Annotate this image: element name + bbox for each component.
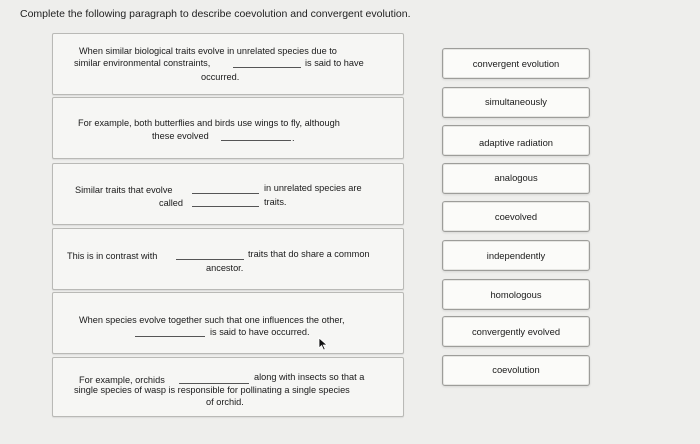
- paragraph-text: called: [159, 198, 184, 208]
- paragraph-text: single species of wasp is responsible for pollinating a single species: [74, 385, 350, 395]
- paragraph-text: is said to have occurred.: [210, 327, 310, 337]
- answer-chip-simultaneously[interactable]: simultaneously: [442, 87, 590, 118]
- answer-blank[interactable]: [135, 336, 205, 337]
- paragraph-text: similar environmental constraints,: [74, 58, 211, 68]
- answer-blank[interactable]: [221, 140, 291, 141]
- paragraph-box-6: [52, 357, 404, 417]
- answer-chip-homologous[interactable]: homologous: [442, 279, 590, 310]
- paragraph-box-4: [52, 228, 404, 290]
- paragraph-text: traits.: [264, 197, 287, 207]
- answer-chip-independently[interactable]: independently: [442, 240, 590, 271]
- answer-blank[interactable]: [233, 67, 301, 68]
- answer-chip-analogous[interactable]: analogous: [442, 163, 590, 194]
- answer-chip-coevolved[interactable]: coevolved: [442, 201, 590, 232]
- answer-chip-coevolution[interactable]: coevolution: [442, 355, 590, 386]
- paragraph-box-3: [52, 163, 404, 225]
- paragraph-text: of orchid.: [206, 397, 244, 407]
- paragraph-box-5: [52, 292, 404, 354]
- paragraph-box-1: [52, 33, 404, 95]
- paragraph-text: When similar biological traits evolve in unrelated species due to: [79, 46, 337, 56]
- answer-chip-convergent-evolution[interactable]: convergent evolution: [442, 48, 590, 79]
- paragraph-text: along with insects so that a: [254, 372, 365, 382]
- answer-chip-adaptive-radiation[interactable]: adaptive radiation: [442, 125, 590, 156]
- paragraph-box-2: [52, 97, 404, 159]
- paragraph-text: This is in contrast with: [67, 251, 158, 261]
- paragraph-text: these evolved: [152, 131, 209, 141]
- paragraph-text: When species evolve together such that one influences the other,: [79, 315, 345, 325]
- mouse-pointer-icon: [318, 337, 328, 351]
- answer-chip-convergently-evolved[interactable]: convergently evolved: [442, 316, 590, 347]
- paragraph-text: For example, both butterflies and birds use wings to fly, although: [78, 118, 340, 128]
- paragraph-text: in unrelated species are: [264, 183, 362, 193]
- paragraph-text: For example, orchids: [79, 375, 165, 385]
- answer-blank[interactable]: [192, 193, 259, 194]
- paragraph-text: occurred.: [201, 72, 240, 82]
- question-instruction: Complete the following paragraph to describe coevolution and convergent evolution.: [20, 8, 411, 20]
- answer-blank[interactable]: [192, 206, 259, 207]
- paragraph-text: traits that do share a common: [248, 249, 370, 259]
- paragraph-text: .: [292, 133, 295, 143]
- paragraph-text: ancestor.: [206, 263, 244, 273]
- paragraph-text: is said to have: [305, 58, 364, 68]
- paragraph-text: Similar traits that evolve: [75, 185, 173, 195]
- answer-blank[interactable]: [176, 259, 244, 260]
